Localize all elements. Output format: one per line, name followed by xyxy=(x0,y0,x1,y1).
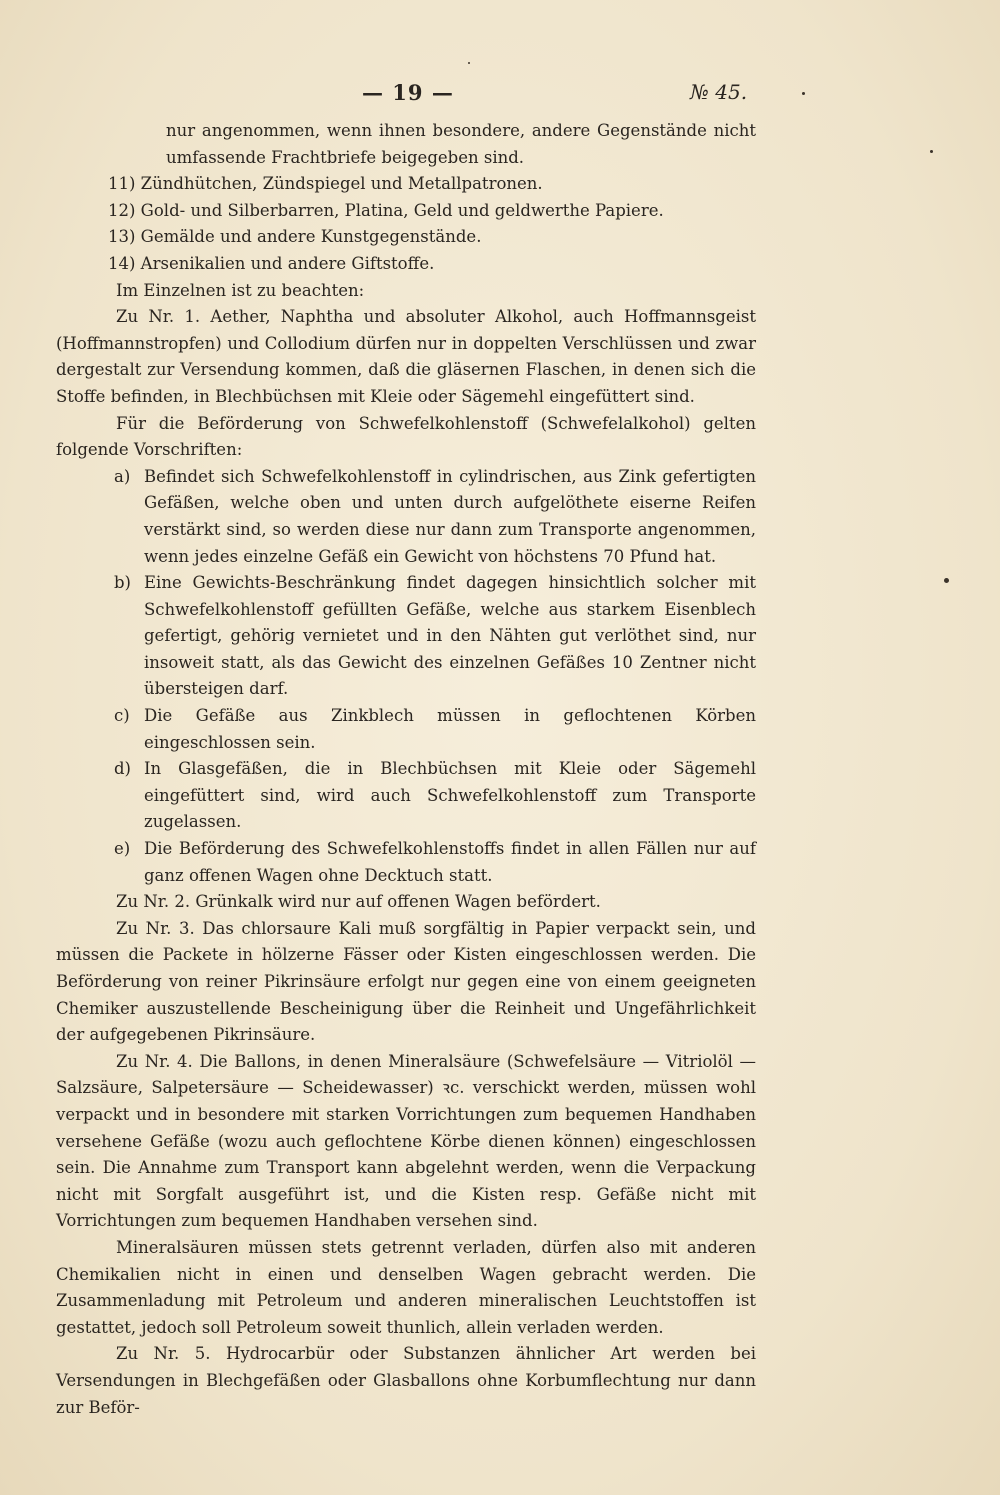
issue-number: № 45. xyxy=(690,80,748,104)
paragraph xyxy=(56,171,756,198)
paragraph xyxy=(56,251,756,278)
paragraph xyxy=(56,118,756,171)
list-item xyxy=(56,464,756,570)
paragraph xyxy=(56,304,756,410)
paragraph-text: 11) Zündhütchen, Zündspiegel und Metallpatronen. xyxy=(108,174,543,194)
list-item xyxy=(56,570,756,703)
paragraph xyxy=(56,916,756,1049)
page-header xyxy=(0,80,1000,112)
paper-speck xyxy=(930,150,933,153)
paragraph xyxy=(56,411,756,464)
list-item-label: a) xyxy=(114,466,131,486)
list-item xyxy=(56,756,756,836)
paragraph-text: Im Einzelnen ist zu beachten: xyxy=(116,280,365,300)
list-item xyxy=(56,703,756,756)
paragraph xyxy=(56,889,756,916)
paragraph-text: Zu Nr. 3. Das chlorsaure Kali muß sorgfältig in Papier verpackt sein, und müssen die Packete in hölzerne Fässer oder Kisten eingeschlossen werden. Die Beförderung von reiner Pikrinsäure erfolgt nur gegen eine von einem geeigneten Chemiker auszustellende Bescheinigung über die Reinheit und Ungefährlichkeit der aufgegebenen Pikrinsäure. xyxy=(56,918,756,1045)
paragraph-text: Befindet sich Schwefelkohlenstoff in cylindrischen, aus Zink gefertigten Gefäßen, welche oben und unten durch aufgelöthete eiserne Reifen verstärkt sind, so werden diese nur dann zum Transporte angenommen, wenn jedes einzelne Gefäß ein Gewicht von höchstens 70 Pfund hat. xyxy=(144,466,756,566)
paragraph-text: Zu Nr. 4. Die Ballons, in denen Mineralsäure (Schwefelsäure — Vitriolöl — Salzsäure, Salpetersäure — Scheidewasser) ꝛc. verschickt werden, müssen wohl verpackt und in besondere mit starken Vorrichtungen zum bequemen Handhaben versehene Gefäße (wozu auch geflochtene Körbe dienen können) eingeschlossen sein. Die Annahme zum Transport kann abgelehnt werden, wenn die Verpackung nicht mit Sorgfalt ausgeführt ist, und die Kisten resp. Gefäße nicht mit Vorrichtungen zum bequemen Handhaben versehen sind. xyxy=(56,1051,756,1231)
list-item-label: d) xyxy=(114,759,131,779)
paper-speck xyxy=(802,92,805,95)
paragraph-text: Die Beförderung des Schwefelkohlenstoffs findet in allen Fällen nur auf ganz offenen Wagen ohne Decktuch statt. xyxy=(144,839,756,885)
list-item-label: e) xyxy=(114,839,131,859)
paragraph-text: nur angenommen, wenn ihnen besondere, andere Gegenstände nicht umfassende Frachtbriefe beigegeben sind. xyxy=(166,121,756,167)
list-item-label: b) xyxy=(114,573,131,593)
paragraph xyxy=(56,224,756,251)
paper-speck xyxy=(468,62,470,64)
paragraph-text: Für die Beförderung von Schwefelkohlenstoff (Schwefelalkohol) gelten folgende Vorschriften: xyxy=(56,413,756,460)
paragraph-text: Eine Gewichts-Beschränkung findet dagegen hinsichtlich solcher mit Schwefelkohlenstoff gefüllten Gefäße, welche aus starkem Eisenblech gefertigt, gehörig vernietet und in den Nähten gut verlöthet sind, nur insoweit statt, als das Gewicht des einzelnen Gefäßes 10 Zentner nicht übersteigen darf. xyxy=(144,573,756,699)
paragraph xyxy=(56,198,756,225)
list-item xyxy=(56,836,756,889)
paper-speck xyxy=(944,578,949,583)
paragraph xyxy=(56,1341,756,1421)
document-body xyxy=(56,118,756,1421)
paragraph-text: 12) Gold- und Silberbarren, Platina, Geld und geldwerthe Papiere. xyxy=(108,200,664,220)
paragraph xyxy=(56,1235,756,1341)
paragraph-text: 13) Gemälde und andere Kunstgegenstände. xyxy=(108,227,482,247)
paragraph xyxy=(56,1049,756,1235)
paragraph xyxy=(56,278,756,305)
paragraph-text: Mineralsäuren müssen stets getrennt verladen, dürfen also mit anderen Chemikalien nicht in einen und denselben Wagen gebracht werden. Die Zusammenladung mit Petroleum und anderen mineralischen Leuchtstoffen ist gestattet, jedoch soll Petroleum soweit thunlich, allein verladen werden. xyxy=(56,1237,756,1337)
paragraph-text: Die Gefäße aus Zinkblech müssen in geflochtenen Körben eingeschlossen sein. xyxy=(144,706,756,752)
page-number: — 19 — xyxy=(362,80,454,105)
paragraph-text: Zu Nr. 5. Hydrocarbür oder Substanzen ähnlicher Art werden bei Versendungen in Blechgefäßen oder Glasballons ohne Korbumflechtung nur dann zur Beför- xyxy=(56,1344,756,1417)
list-item-label: c) xyxy=(114,706,130,726)
paragraph-text: Zu Nr. 2. Grünkalk wird nur auf offenen Wagen befördert. xyxy=(116,892,601,912)
paragraph-text: Zu Nr. 1. Aether, Naphtha und absoluter Alkohol, auch Hoffmannsgeist (Hoffmannstropfen) und Collodium dürfen nur in doppelten Verschlüssen und zwar dergestalt zur Versendung kommen, daß die gläsernen Flaschen, in denen sich die Stoffe befinden, in Blechbüchsen mit Kleie oder Sägemehl eingefüttert sind. xyxy=(56,307,756,406)
paragraph-text: 14) Arsenikalien und andere Giftstoffe. xyxy=(108,253,435,273)
paragraph-text: In Glasgefäßen, die in Blechbüchsen mit Kleie oder Sägemehl eingefüttert sind, wird auch Schwefelkohlenstoff zum Transporte zugelassen. xyxy=(144,759,756,832)
